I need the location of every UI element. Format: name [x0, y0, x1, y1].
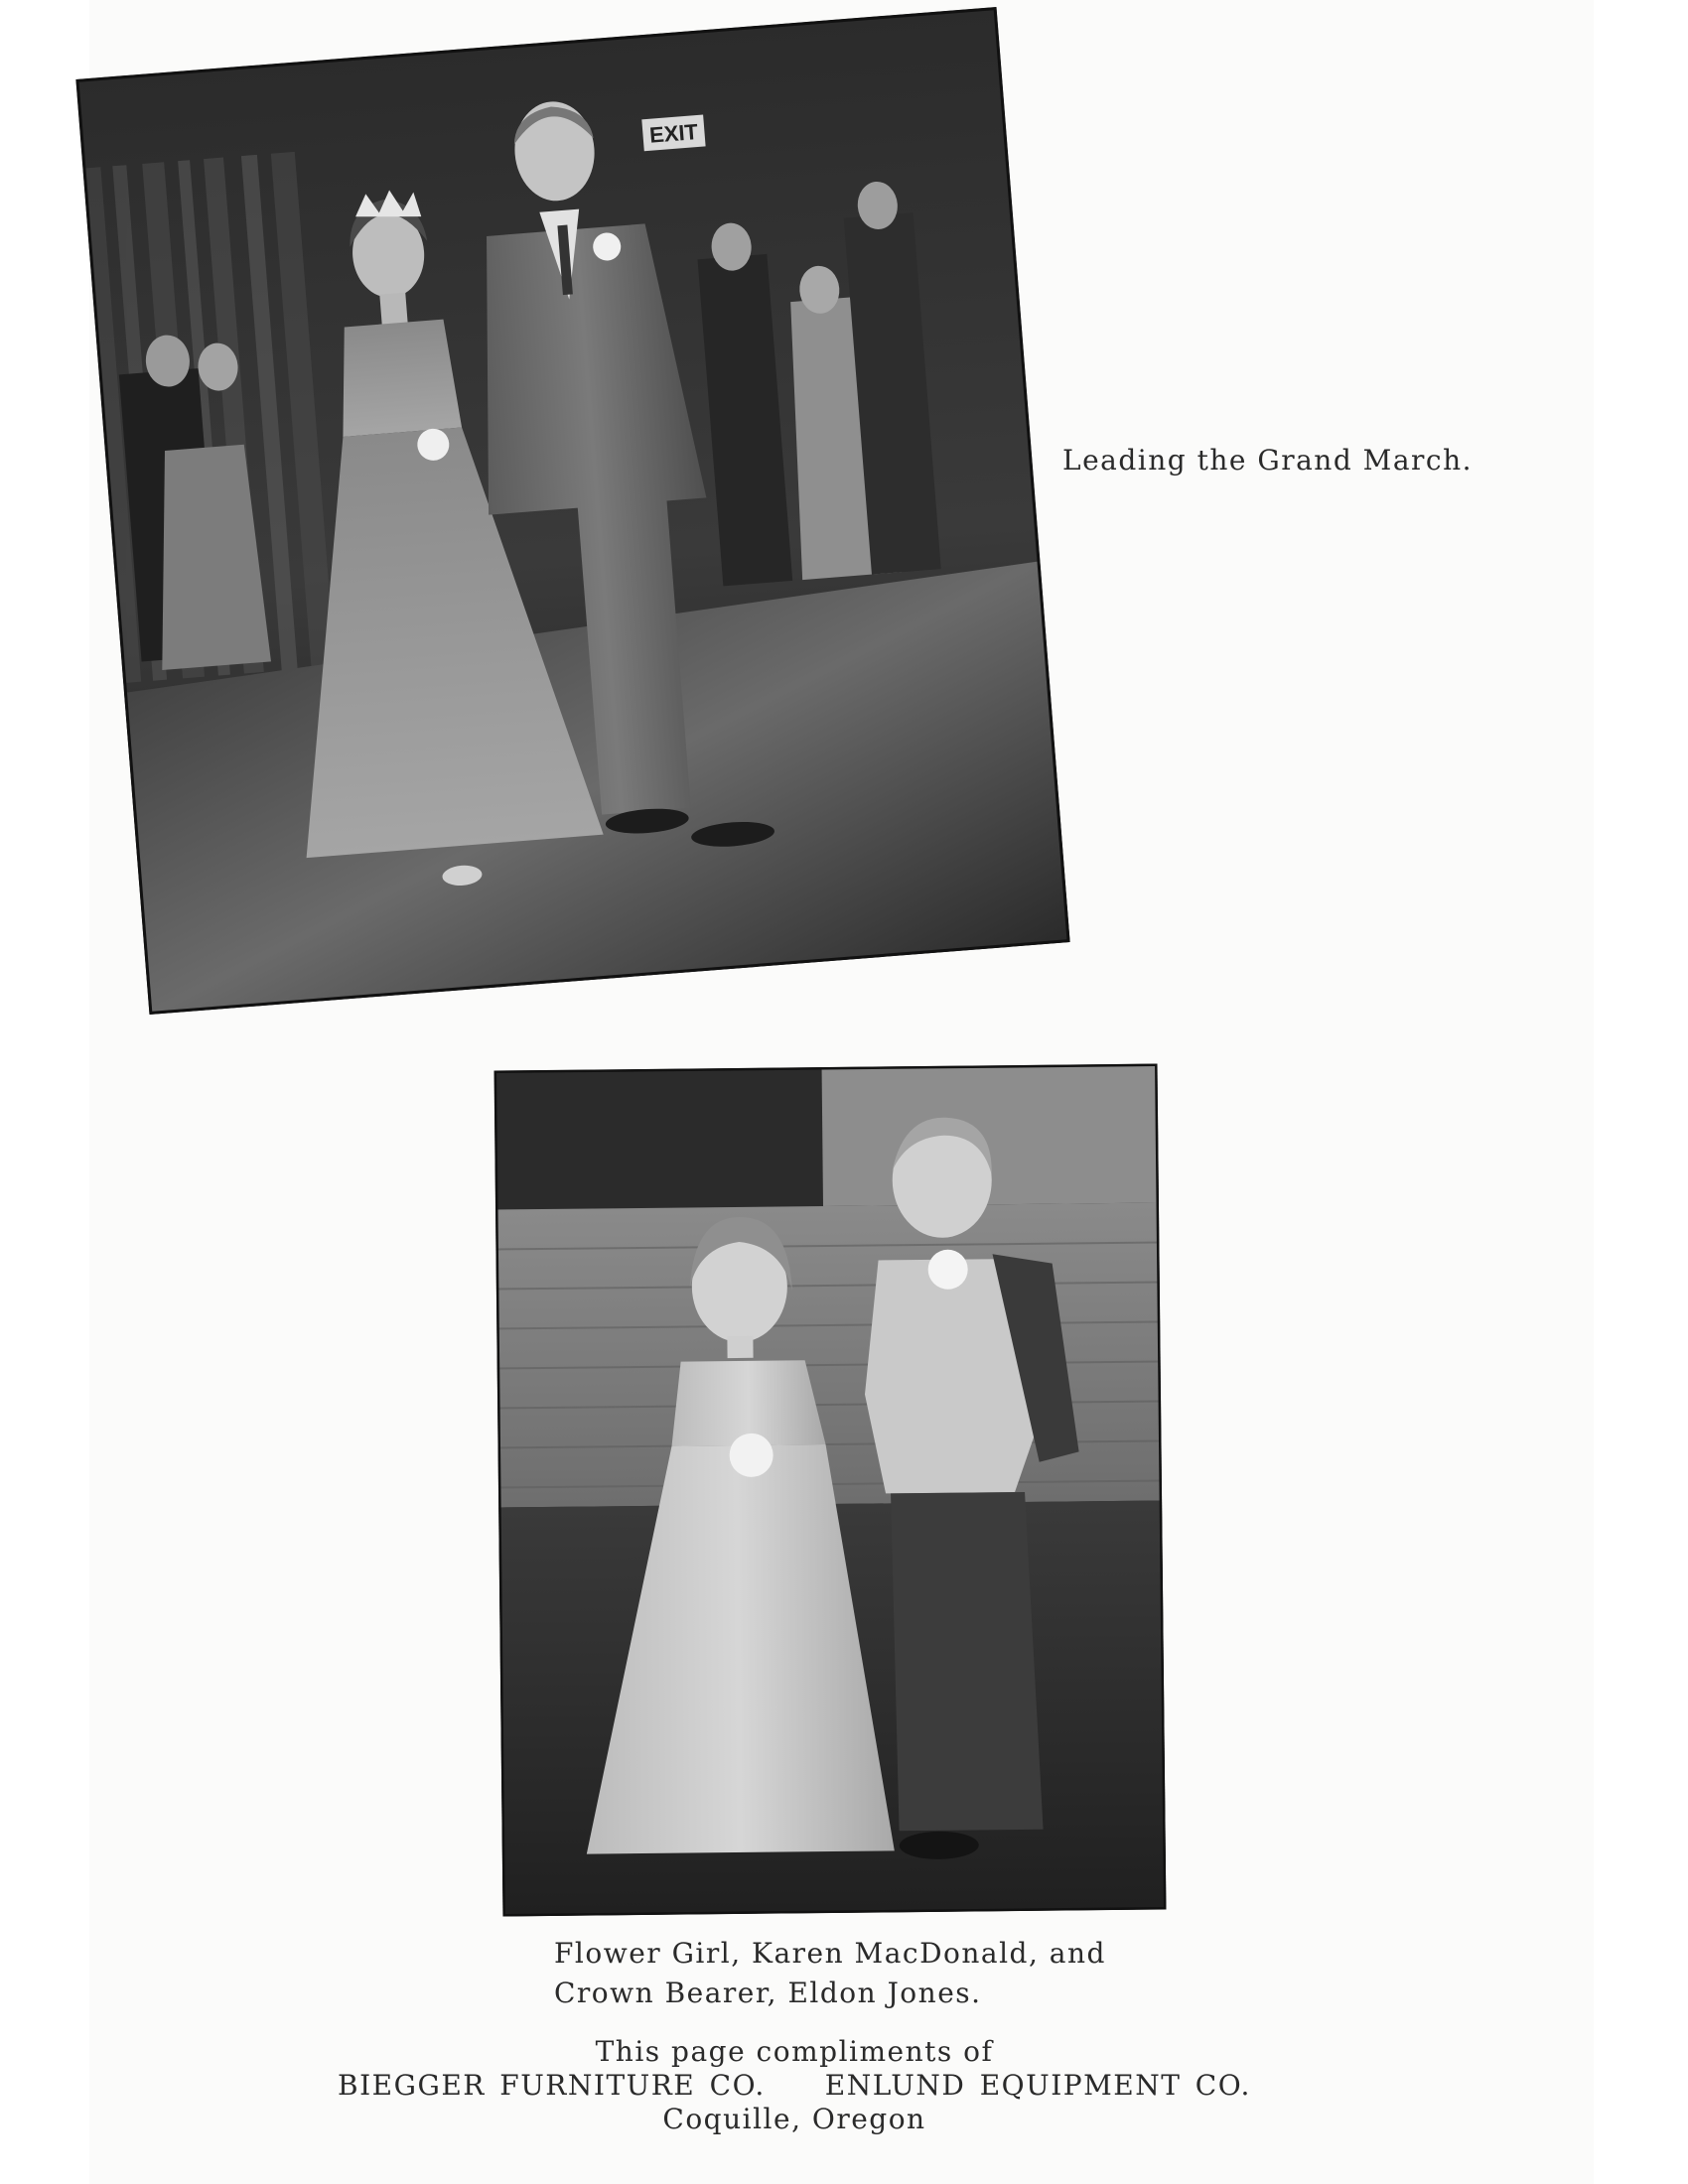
- sponsor-name: BIEGGER FURNITURE CO.: [338, 2069, 766, 2102]
- grand-march-photo-image: [75, 7, 1069, 1015]
- exit-sign-text: EXIT: [648, 118, 699, 148]
- sponsor-name: ENLUND EQUIPMENT CO.: [824, 2069, 1251, 2102]
- scan-left-margin: [0, 0, 89, 2184]
- sponsor-credit: [298, 2035, 1291, 2136]
- caption-line: Flower Girl, Karen MacDonald, and: [554, 1937, 1106, 1970]
- flower-girl-caption: [554, 1934, 1106, 2013]
- credit-intro: This page compliments of: [595, 2035, 994, 2068]
- scan-right-margin: [1594, 0, 1688, 2184]
- sponsor-names: [298, 2069, 1291, 2103]
- flower-girl-photo-image: [494, 1064, 1167, 1917]
- caption-line: Crown Bearer, Eldon Jones.: [554, 1977, 982, 2009]
- grand-march-caption: Leading the Grand March.: [1062, 444, 1474, 477]
- credit-location: Coquille, Oregon: [662, 2103, 926, 2135]
- grand-march-photo: [75, 7, 1069, 1015]
- flower-girl-photo: [494, 1064, 1167, 1917]
